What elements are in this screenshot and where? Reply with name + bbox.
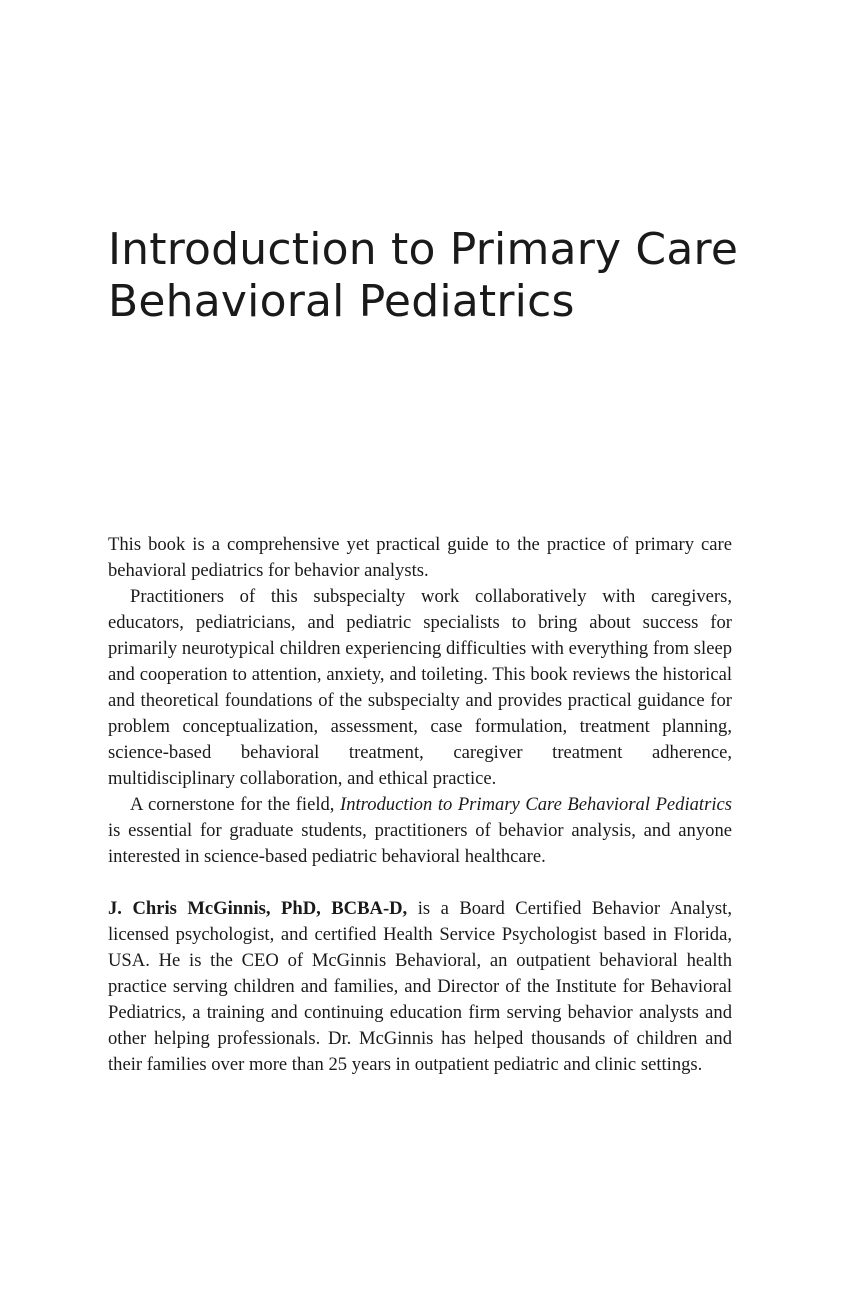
description-paragraph-3-lead: A cornerstone for the field, <box>130 794 340 815</box>
author-bio-text: is a Board Certified Behavior Analyst, licensed psychologist, and certified Health Service Psychologist based in Florida, USA. He is the CEO of McGinnis Behavioral, an outpatient behavioral health practice serving children and families, and Director of the Institute for Behavioral Pediatrics, a training and continuing education firm serving behavior analysts and other helping professionals. Dr. McGinnis has helped thousands of children and their families over more than 25 years in outpatient pediatric and clinic settings. <box>108 898 732 1075</box>
description-paragraph-2: Practitioners of this subspecialty work collaboratively with caregivers, educators, pediatricians, and pediatric specialists to bring about success for primarily neurotypical children experiencing difficulties with everything from sleep and cooperation to attention, anxiety, and toileting. This book reviews the historical and theoretical foundations of the subspecialty and provides practical guidance for problem conceptualization, assessment, case formulation, treatment planning, science-based behavioral treatment, caregiver treatment adherence, multidisciplinary collaboration, and ethical practice. <box>108 586 732 789</box>
book-title-line-1: Introduction to Primary Care <box>108 224 739 275</box>
description-paragraph-3 <box>108 792 732 870</box>
description-paragraph-1: This book is a comprehensive yet practical guide to the practice of primary care behavioral pediatrics for behavior analysts. <box>108 534 732 581</box>
description-book-title-italic: Introduction to Primary Care Behavioral Pediatrics <box>340 794 732 815</box>
author-bio <box>108 896 732 1078</box>
book-description <box>108 532 732 1078</box>
description-paragraph-3-tail: is essential for graduate students, practitioners of behavior analysis, and anyone interested in science-based pediatric behavioral healthcare. <box>108 820 732 867</box>
book-title <box>108 224 768 328</box>
author-name: J. Chris McGinnis, PhD, BCBA-D, <box>108 898 408 919</box>
book-title-line-2: Behavioral Pediatrics <box>108 276 575 327</box>
